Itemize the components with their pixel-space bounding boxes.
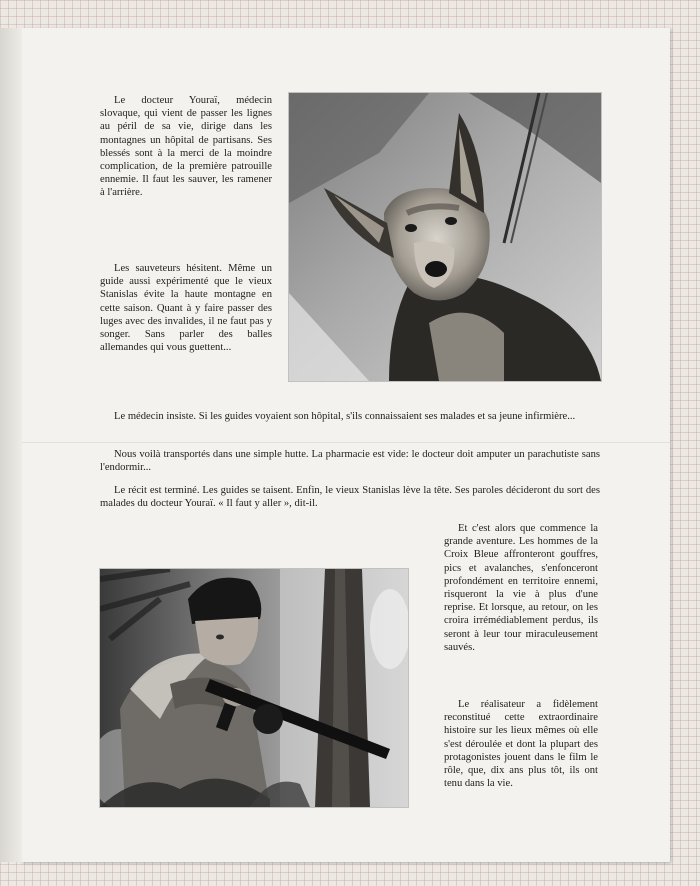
paragraph-1: Le docteur Youraï, médecin slovaque, qui vient de passer les lignes au péril de sa vie, dirige dans les montagnes un hôpital de partisans. Ses blessés sont à la merci de la moindre complication, de la première patrouille ennemie. Il faut les sauver, les ramener à l'arrière. [100,95,272,199]
fold-line [22,442,670,443]
paragraph-5: Le récit est terminé. Les guides se taisent. Enfin, le vieux Stanislas lève la tête. Ses paroles décideront du sort des malades du docteur Youraï. « Il faut y aller », dit-il. [100,485,600,510]
paragraph-7: Le réalisateur a fidèlement reconstitué cette extraordinaire histoire sur les lieux mêmes où elle s'est déroulée et dont la plupart des protagonistes jouent dans le film le rôle, que, dix ans plus tôt, ils ont tenu dans la vie. [444,699,598,790]
dog-photo [289,93,601,381]
paragraph-6: Et c'est alors que commence la grande aventure. Les hommes de la Croix Bleue affronteront gouffres, pics et avalanches, s'enfonceront profondément en territoire ennemi, risqueront la vie à plus d'une reprise. Et lorsque, au retour, on les croira irrémédiablement perdus, ils seront à leur tour miraculeusement sauvés. [444,523,598,653]
paragraph-3: Le médecin insiste. Si les guides voyaient son hôpital, s'ils connaissaient ses malades et sa jeune infirmière... [114,411,576,422]
paragraph-2: Les sauveteurs hésitent. Même un guide aussi expérimenté que le vieux Stanislas évite la haute montagne en cette saison. Quant à y faire passer des luges avec des invalides, il ne faut pas y songer. Sans parler des balles allemandes qui vous guettent... [100,263,272,354]
paragraph-4: Nous voilà transportés dans une simple hutte. La pharmacie est vide: le docteur doit amputer un parachutiste sans l'endormir... [100,449,600,474]
soldier-photo [100,569,408,807]
